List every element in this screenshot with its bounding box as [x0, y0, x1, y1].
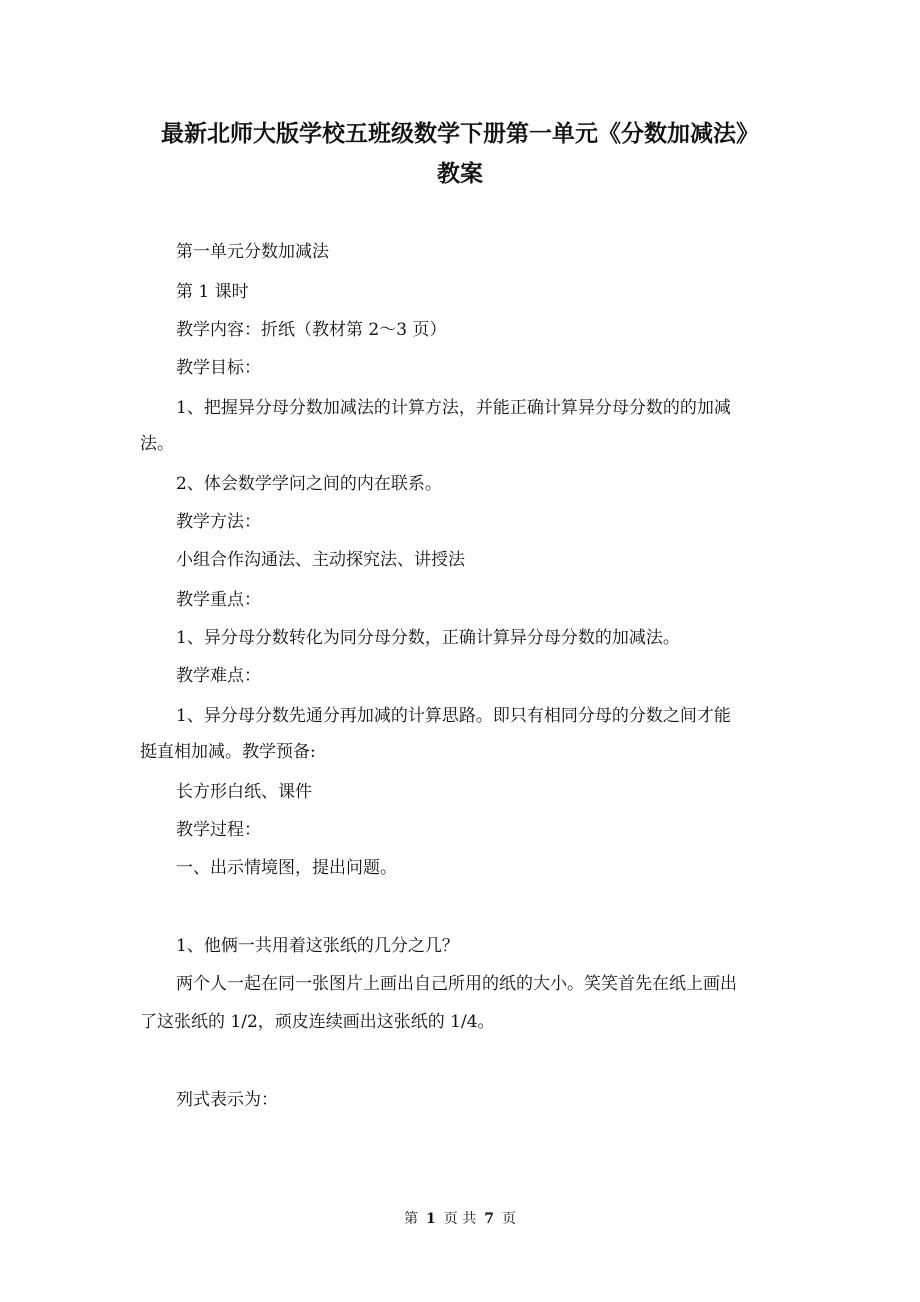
paragraph-key-point-1: 1、异分母分数转化为同分母分数，正确计算异分母分数的加减法。	[176, 628, 680, 648]
footer-suffix: 页	[501, 1211, 516, 1227]
paragraph-methods: 小组合作沟通法、主动探究法、讲授法	[176, 550, 465, 570]
paragraph-key-points-label: 教学重点：	[176, 590, 261, 610]
paragraph-teaching-content: 教学内容：折纸（教材第 2～3 页）	[176, 320, 447, 340]
footer-page-number: 1	[426, 1211, 436, 1227]
paragraph-difficulty-1-cont: 挺直相加减。教学预备:	[140, 742, 316, 762]
paragraph-unit-heading: 第一单元分数加减法	[176, 242, 329, 262]
paragraph-difficulties-label: 教学难点：	[176, 666, 261, 686]
paragraph-description-cont: 了这张纸的 1/2，顽皮连续画出这张纸的 1/4。	[140, 1012, 495, 1032]
paragraph-objective-2: 2、体会数学学问之间的内在联系。	[176, 474, 442, 494]
paragraph-materials: 长方形白纸、课件	[176, 782, 312, 802]
paragraph-objective-1: 1、把握异分母分数加减法的计算方法，并能正确计算异分母分数的的加减	[176, 398, 731, 418]
paragraph-objectives-label: 教学目标：	[176, 358, 261, 378]
paragraph-lesson-number: 第 1 课时	[176, 282, 249, 302]
paragraph-section-1: 一、出示情境图，提出问题。	[176, 858, 397, 878]
footer-prefix: 第	[404, 1211, 419, 1227]
page-footer	[0, 1209, 920, 1229]
paragraph-methods-label: 教学方法：	[176, 512, 261, 532]
paragraph-description: 两个人一起在同一张图片上画出自己所用的纸的大小。笑笑首先在纸上画出	[176, 974, 737, 994]
paragraph-question-1: 1、他俩一共用着这张纸的几分之几？	[176, 936, 459, 956]
paragraph-formula-label: 列式表示为：	[176, 1090, 278, 1110]
footer-middle: 页 共	[443, 1211, 477, 1227]
paragraph-process-label: 教学过程：	[176, 820, 261, 840]
paragraph-objective-1-cont: 法。	[140, 434, 174, 454]
footer-total-pages: 7	[484, 1211, 494, 1227]
document-title-line-1: 最新北师大版学校五班级数学下册第一单元《分数加减法》	[161, 120, 759, 147]
paragraph-difficulty-1: 1、异分母分数先通分再加减的计算思路。即只有相同分母的分数之间才能	[176, 706, 731, 726]
document-title-line-2: 教案	[437, 160, 483, 187]
